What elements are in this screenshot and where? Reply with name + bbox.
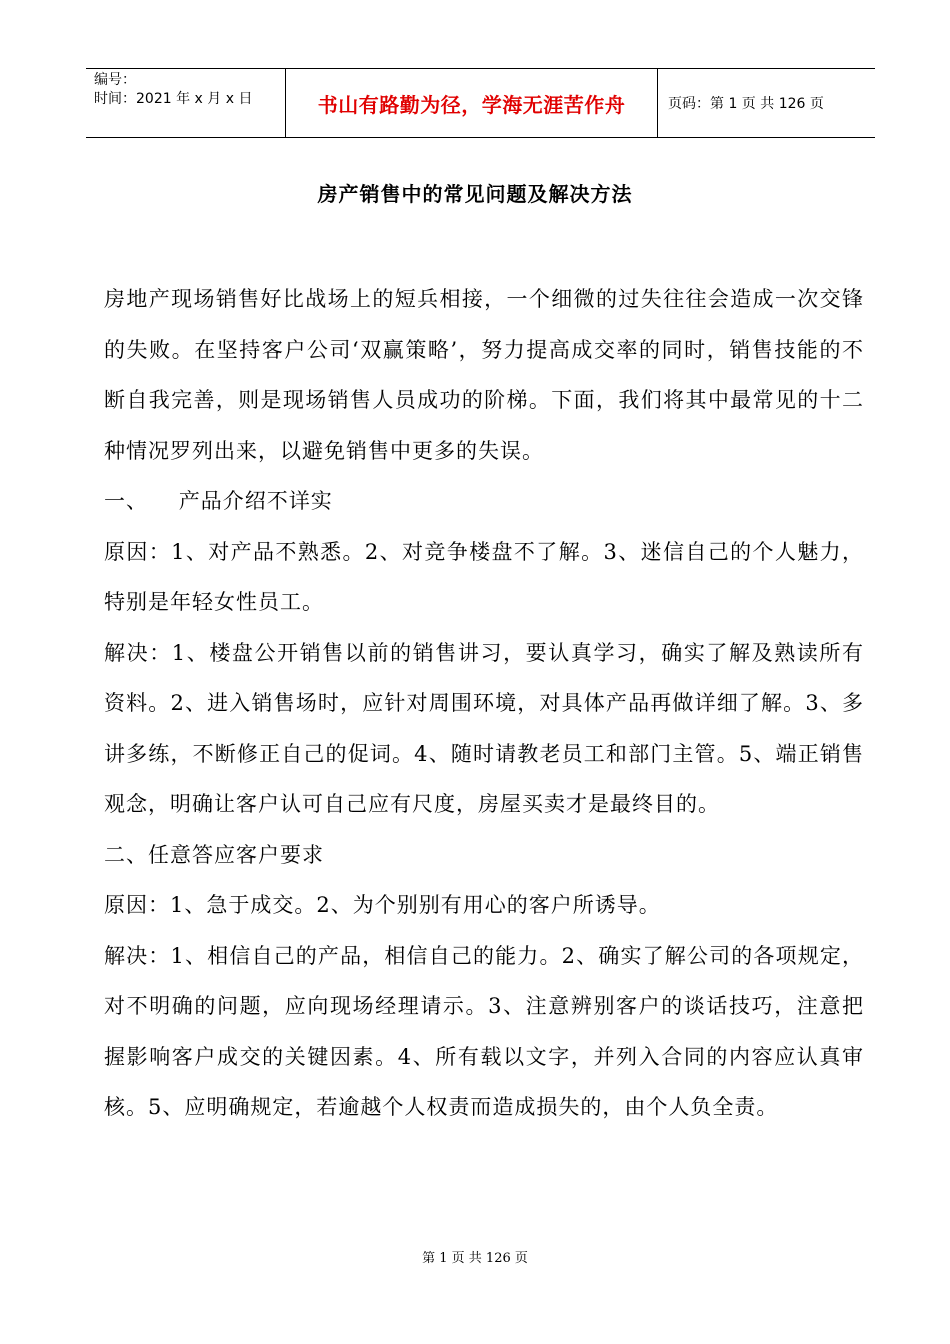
time-label: 时间：2021 年 x 月 x 日 xyxy=(94,91,253,107)
section-heading-1: 一、 产品介绍不详实 xyxy=(104,489,333,513)
intro-paragraph: 房地产现场销售好比战场上的短兵相接，一个细微的过失往往会造成一次交锋的失败。在坚持客户公司‘双赢策略’，努力提高成交率的同时，销售技能的不断自我完善，则是现场销售人员成功的阶梯。下面，我们将其中最常见的十二种情况罗列出来，以避免销售中更多的失误。 xyxy=(104,287,864,463)
document-body xyxy=(104,274,864,1133)
motto: 书山有路勤为径，学海无涯苦作舟 xyxy=(286,69,658,137)
solution-paragraph-1: 解决：1、楼盘公开销售以前的销售讲习，要认真学习，确实了解及熟读所有资料。2、进入销售场时，应针对周围环境，对具体产品再做详细了解。3、多讲多练，不断修正自己的促词。4、随时请教老员工和部门主管。5、端正销售观念，明确让客户认可自己应有尺度，房屋买卖才是最终目的。 xyxy=(104,640,864,816)
header-page-info: 页码：第 1 页 共 126 页 xyxy=(668,96,824,112)
cause-paragraph-2: 原因：1、急于成交。2、为个别别有用心的客户所诱导。 xyxy=(104,893,661,917)
page-footer: 第 1 页 共 126 页 xyxy=(422,1251,528,1266)
number-label: 编号： xyxy=(94,72,136,88)
header-meta-cell xyxy=(86,69,286,137)
header-table xyxy=(86,68,875,138)
section-heading-2: 二、任意答应客户要求 xyxy=(104,842,324,867)
cause-paragraph-1: 原因：1、对产品不熟悉。2、对竞争楼盘不了解。3、迷信自己的个人魅力，特别是年轻女性员工。 xyxy=(104,539,864,614)
solution-paragraph-2: 解决：1、相信自己的产品，相信自己的能力。2、确实了解公司的各项规定，对不明确的问题，应向现场经理请示。3、注意辨别客户的谈话技巧，注意把握影响客户成交的关键因素。4、所有载以文字，并列入合同的内容应认真审核。5、应明确规定，若逾越个人权责而造成损失的，由个人负全责。 xyxy=(104,943,864,1119)
document-title: 房产销售中的常见问题及解决方法 xyxy=(317,182,633,206)
